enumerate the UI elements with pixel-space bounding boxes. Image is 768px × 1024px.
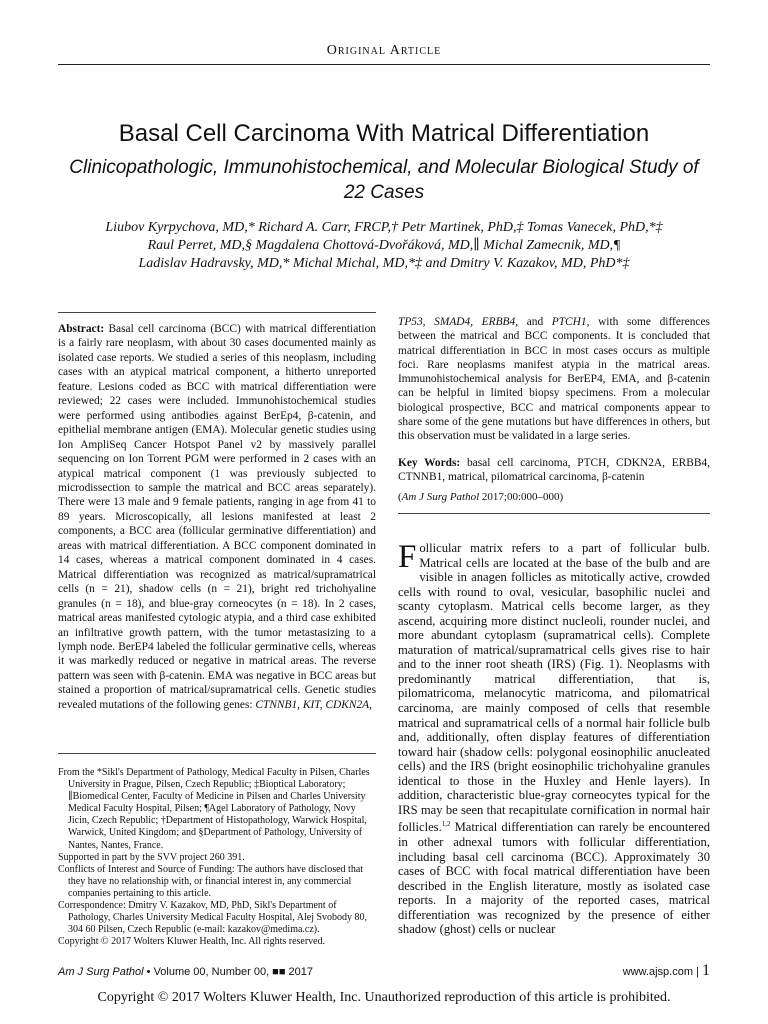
citation-divider — [398, 513, 710, 514]
header-divider — [58, 64, 710, 65]
abstract-gene-last: PTCH1, — [551, 316, 590, 328]
body-paragraph-part-2: Matrical differentiation can rarely be encountered in other adnexal tumors with follicular differentiation, including basal cell carcinoma (BCC). Approximately 30 cases of BCC with focal matrical differentiation have been described in the English literature, mostly as isolated case reports. In a majority of the reported cases, matrical differentiation was recognized by the presence of either shadow (ghost) cells or nuclear — [398, 820, 710, 937]
conflicts-note: Conflicts of Interest and Source of Funding: The authors have disclosed that they have no relationship with, or financial interest in, any commercial companies pertaining to this article. — [58, 863, 364, 899]
dropcap: F — [398, 539, 417, 575]
section-label: Original Article — [326, 43, 442, 58]
abstract-label: Abstract: — [58, 323, 105, 335]
funding-note: Supported in part by the SVV project 260 391. — [58, 851, 245, 863]
abstract-genes: CTNNB1, KIT, CDKN2A, — [255, 698, 372, 711]
article-subtitle: Clinicopathologic, Immunohistochemical, and Molecular Biological Study of 22 Cases — [69, 157, 699, 203]
abstract-genes-cont: TP53, SMAD4, ERBB4, — [398, 316, 519, 328]
author-line: Raul Perret, MD,§ Magdalena Chottová-Dvořáková, MD,∥ Michal Zamecnik, MD,¶ — [147, 238, 621, 253]
citation-details: 2017;00:000–000 — [481, 491, 560, 503]
footer-journal: Am J Surg Pathol — [58, 966, 144, 978]
page-number: 1 — [702, 962, 710, 979]
abstract-top-divider — [58, 312, 376, 313]
citation-journal: Am J Surg Pathol — [401, 491, 480, 503]
abstract — [58, 322, 376, 712]
keywords-label: Key Words: — [398, 457, 461, 469]
abstract-bottom-divider — [58, 753, 376, 754]
keywords-text: basal cell carcinoma, PTCH, CDKN2A, ERBB4, CTNNB1, matrical, pilomatrical carcinoma, β-catenin — [398, 457, 711, 484]
article-title: Basal Cell Carcinoma With Matrical Differentiation — [118, 120, 650, 147]
copyright-notice: Copyright © 2017 Wolters Kluwer Health, Inc. Unauthorized reproduction of this article is prohibited. — [97, 990, 671, 1005]
affiliation-note: From the *Sikl's Department of Pathology, Medical Faculty in Pilsen, Charles University in Prague, Pilsen, Czech Republic; ‡Bioptical Laboratory; ∥Biomedical Center, Faculty of Medicine in Pilsen and Charles University Medical Faculty Hospital, Pilsen; ¶Agel Laboratory of Pathology, Novy Jicin, Czech Republic; †Department of Histopathology, Warwick Hospital, Warwick, United Kingdom; and §Department of Pathology, University of Nantes, Nantes, France. — [58, 767, 370, 851]
author-line: Liubov Kyrpychova, MD,* Richard A. Carr, FRCP,† Petr Martinek, PhD,‡ Tomas Vanecek, PhD,*‡ — [105, 220, 663, 235]
affiliations-footnote — [58, 767, 376, 948]
footer-volume: • Volume 00, Number 00, ■■ 2017 — [146, 966, 313, 978]
abstract-continuation-text: with some differences between the matrical and BCC components. It is concluded that matrical differentiation in BCC in most cases occurs as multiple foci. Rare neoplasms manifest atypia in the matrical areas. Immunohistochemical analysis for BerEP4, EMA, and β-catenin can be helpful in limited biopsy specimens. From a molecular biological prospective, BCC and matrical components appear to share some of the gene mutations but have differences in others, but this observation must be validated in a large series. — [398, 316, 710, 443]
reference-marker: 1,2 — [441, 820, 451, 829]
abstract-continuation: TP53, SMAD4, ERBB4, and PTCH1, with some differences between the matrical and BCC components. It is concluded that matrical differentiation in BCC in most cases occurs as multiple foci. Rare neoplasms manifest atypia in the matrical areas. Immunohistochemical analysis for BerEP4, EMA, and β-catenin can be helpful in limited biopsy specimens. From a molecular biological prospective, BCC and matrical components appear to share some of the gene mutations but have differences in others, but this observation must be validated in a large series. — [398, 316, 710, 443]
author-line: Ladislav Hadravsky, MD,* Michal Michal, MD,*‡ and Dmitry V. Kazakov, MD, PhD*‡ — [138, 256, 630, 271]
author-list — [60, 219, 708, 273]
footer-right — [623, 962, 710, 980]
footer-separator: | — [696, 966, 699, 978]
keywords — [398, 456, 710, 485]
body-paragraph-part-1: ollicular matrix refers to a part of follicular bulb. Matrical cells are located at the base of the bulb and are visible in anagen follicles as mitotically active, crowded cells with round to oval, vesicular, basophilic nuclei and scanty cytoplasm. Matrical cells become larger, as they ascend, acquiring more distinct nucleoli, rounder nuclei, and more abundant cytoplasm (supramatrical cells). Complete maturation of matrical/supramatrical cells gives rise to hair and to the inner root sheath (IRS) (Fig. 1). Neoplasms with predominantly matrical differentiation, that is, pilomatricoma, melanocytic matricoma, and pilomatrical carcinoma, are mainly composed of cells that resemble matrical and supramatrical cells of a normal hair follicle bulb and, additionally, often display features of differentiation toward hair (shadow cells: polygonal eosinophilic anucleated cells) and the IRS (bright eosinophilic trichohyaline granules identical to those in the Huxley and Henle layers). In addition, characteristic blue-gray corneocytes typical for the IRS may be seen that recapitulate cornification in normal hair follicles. — [398, 541, 710, 835]
copyright-note: Copyright © 2017 Wolters Kluwer Health, Inc. All rights reserved. — [58, 936, 326, 948]
correspondence-note: Correspondence: Dmitry V. Kazakov, MD, PhD, Sikl's Department of Pathology, Charles University Medical Faculty Hospital, Alej Svobody 80, 304 60 Pilsen, Czech Republic (e-mail: kazakov@medima.cz). — [58, 900, 368, 936]
running-footer — [58, 966, 313, 978]
citation: (Am J Surg Pathol 2017;00:000–000) — [398, 491, 564, 503]
abstract-text: Basal cell carcinoma (BCC) with matrical differentiation is a fairly rare neoplasm, with about 30 cases documented mainly as isolated case reports. We studied a series of this neoplasm, including cases with an atypical matrical component, a hitherto unreported feature. Lesions coded as BCC with matrical differentiation were reviewed; 22 cases were included. Immunohistochemical studies were performed using antibodies against BerEp4, β-catenin, and epithelial membrane antigen (EMA). Molecular genetic studies using Ion AmpliSeq Cancer Hotspot Panel v2 by massively parallel sequencing on Ion Torrent PGM were performed in 2 cases with an atypical matrical component (1 was previously subjected to microdissection to sample the matrical and BCC areas separately). There were 13 male and 9 female patients, ranging in age from 41 to 89 years. Microscopically, all lesions manifested at least 2 components, a BCC area (follicular germinative differentiation) and areas with matrical differentiation. A BCC component dominated in 14 cases, whereas a matrical component dominated in 4 cases. Matrical differentiation was recognized as matrical/supramatrical cells (n = 21), shadow cells (n = 21), bright red trichohyaline granules (n = 18), and blue-gray corneocytes (n = 18). In 2 cases, matrical areas manifested cytologic atypia, and a third case exhibited an infiltrative growth pattern, with the tumor metastasizing to a lymph node. BerEP4 labeled the follicular germinative cells, whereas it was markedly reduced or negative in matrical areas. The reverse pattern was seen with β-catenin. EMA was negative in BCC areas but stained a proportion of matrical/supramatrical cells. Genetic studies revealed mutations of the following genes: — [58, 323, 376, 711]
journal-url[interactable]: www.ajsp.com — [622, 966, 694, 978]
introduction-text — [398, 541, 710, 937]
